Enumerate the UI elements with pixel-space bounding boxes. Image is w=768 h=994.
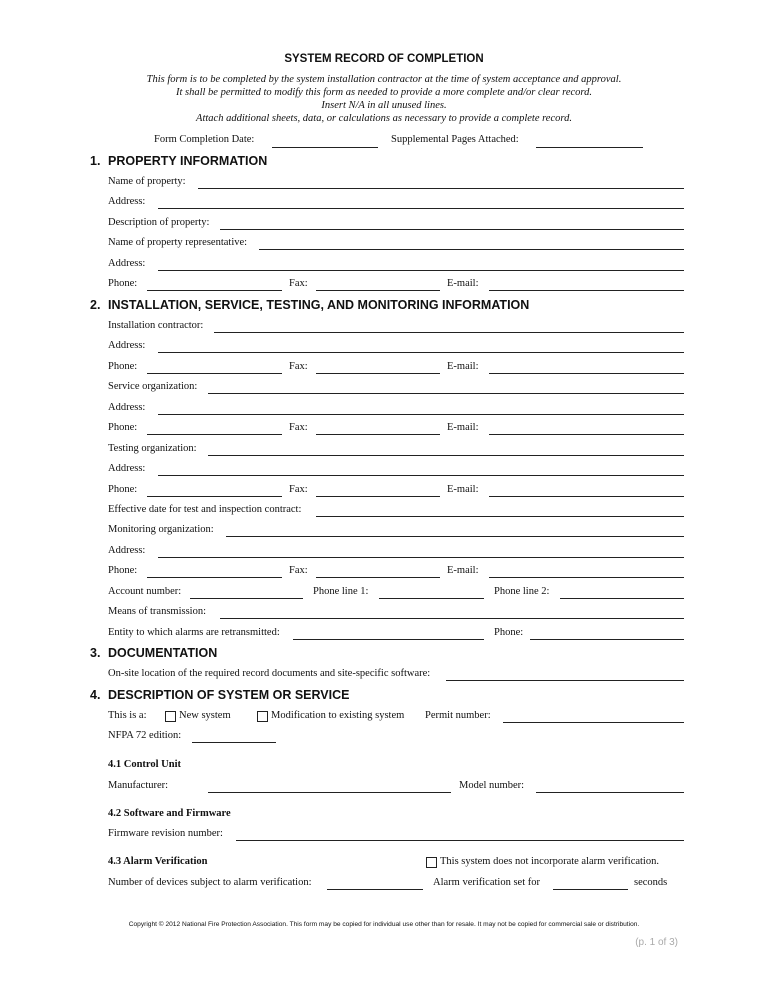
testing-email-label: E-mail: [447,484,479,495]
onsite-location-field[interactable] [446,680,684,681]
section-4-title: DESCRIPTION OF SYSTEM OR SERVICE [108,688,350,702]
supplemental-pages-field[interactable] [536,147,643,148]
nfpa-edition-label: NFPA 72 edition: [108,730,182,741]
section-1-title: PROPERTY INFORMATION [108,154,268,168]
property-email-label: E-mail: [447,278,479,289]
form-title: SYSTEM RECORD OF COMPLETION [284,53,484,65]
testing-fax-field[interactable] [316,496,440,497]
model-number-label: Model number: [459,780,525,791]
modification-checkbox[interactable] [257,711,268,722]
monitoring-email-label: E-mail: [447,565,479,576]
property-representative-label: Name of property representative: [108,237,248,248]
installation-contractor-label: Installation contractor: [108,320,204,331]
phone-line-1-label: Phone line 1: [313,586,369,597]
service-organization-field[interactable] [208,393,684,394]
account-number-field[interactable] [190,598,303,599]
installation-phone-field[interactable] [147,373,282,374]
verification-seconds-field[interactable] [553,889,628,890]
new-system-checkbox[interactable] [165,711,176,722]
installation-phone-label: Phone: [108,361,138,372]
monitoring-address-label: Address: [108,545,146,556]
property-fax-label: Fax: [289,278,308,289]
model-number-field[interactable] [536,792,684,793]
service-organization-label: Service organization: [108,381,198,392]
testing-address-field[interactable] [158,475,684,476]
control-unit-heading: 4.1 Control Unit [108,759,182,770]
modification-label: Modification to existing system [271,710,405,721]
manufacturer-field[interactable] [208,792,451,793]
service-email-label: E-mail: [447,422,479,433]
permit-number-label: Permit number: [425,710,491,721]
no-alarm-verification-checkbox[interactable] [426,857,437,868]
intro-line-2: It shall be permitted to modify this form as needed to provide a more complete and/or clear record. [175,87,593,98]
devices-subject-label: Number of devices subject to alarm verification: [108,877,312,888]
means-of-transmission-label: Means of transmission: [108,606,206,617]
effective-date-label: Effective date for test and inspection contract: [108,504,302,515]
property-description-label: Description of property: [108,217,210,228]
entity-phone-label: Phone: [494,627,524,638]
monitoring-email-field[interactable] [489,577,684,578]
copyright-notice: Copyright © 2012 National Fire Protection Association. This form may be copied for individual use other than for resale. It may not be copied for commercial sale or distribution. [128,921,640,928]
service-fax-label: Fax: [289,422,308,433]
installation-address-label: Address: [108,340,146,351]
entity-retransmitted-field[interactable] [293,639,484,640]
installation-fax-field[interactable] [316,373,440,374]
means-of-transmission-field[interactable] [220,618,684,619]
property-email-field[interactable] [489,290,684,291]
monitoring-fax-field[interactable] [316,577,440,578]
representative-address-label: Address: [108,258,146,269]
devices-subject-field[interactable] [327,889,423,890]
name-of-property-field[interactable] [198,188,684,189]
no-alarm-verification-label: This system does not incorporate alarm verification. [440,856,659,867]
installation-address-field[interactable] [158,352,684,353]
software-firmware-heading: 4.2 Software and Firmware [108,808,231,819]
intro-line-1: This form is to be completed by the system installation contractor at the time of system acceptance and approval. [146,74,622,85]
monitoring-organization-field[interactable] [226,536,684,537]
installation-fax-label: Fax: [289,361,308,372]
testing-address-label: Address: [108,463,146,474]
new-system-label: New system [179,710,231,721]
service-email-field[interactable] [489,434,684,435]
supplemental-pages-label: Supplemental Pages Attached: [391,134,519,145]
phone-line-1-field[interactable] [379,598,484,599]
this-is-a-label: This is a: [108,710,147,721]
page-number: (p. 1 of 3) [635,937,678,948]
section-1-number: 1. [90,154,101,168]
firmware-revision-field[interactable] [236,840,684,841]
firmware-revision-label: Firmware revision number: [108,828,223,839]
section-2-title: INSTALLATION, SERVICE, TESTING, AND MONITORING INFORMATION [108,298,530,312]
installation-contractor-field[interactable] [214,332,684,333]
account-number-label: Account number: [108,586,182,597]
intro-line-4: Attach additional sheets, data, or calculations as necessary to provide a complete record. [196,113,572,124]
monitoring-fax-label: Fax: [289,565,308,576]
permit-number-field[interactable] [503,722,684,723]
property-description-field[interactable] [220,229,684,230]
service-phone-field[interactable] [147,434,282,435]
property-phone-label: Phone: [108,278,138,289]
service-address-label: Address: [108,402,146,413]
service-fax-field[interactable] [316,434,440,435]
testing-email-field[interactable] [489,496,684,497]
completion-date-label: Form Completion Date: [154,134,255,145]
completion-date-field[interactable] [272,147,378,148]
monitoring-organization-label: Monitoring organization: [108,524,214,535]
property-address-label: Address: [108,196,146,207]
section-3-number: 3. [90,646,101,660]
property-fax-field[interactable] [316,290,440,291]
verification-set-for-label: Alarm verification set for [433,877,540,888]
entity-retransmitted-label: Entity to which alarms are retransmitted: [108,627,280,638]
property-address-field[interactable] [158,208,684,209]
property-phone-field[interactable] [147,290,282,291]
service-address-field[interactable] [158,414,684,415]
seconds-label: seconds [634,877,668,888]
section-3-title: DOCUMENTATION [108,646,218,660]
manufacturer-label: Manufacturer: [108,780,169,791]
phone-line-2-field[interactable] [560,598,684,599]
service-phone-label: Phone: [108,422,138,433]
testing-organization-label: Testing organization: [108,443,197,454]
section-4-number: 4. [90,688,101,702]
alarm-verification-heading: 4.3 Alarm Verification [108,856,208,867]
property-representative-field[interactable] [259,249,684,250]
section-2-number: 2. [90,298,101,312]
representative-address-field[interactable] [158,270,684,271]
testing-fax-label: Fax: [289,484,308,495]
entity-phone-field[interactable] [530,639,684,640]
onsite-location-label: On-site location of the required record documents and site-specific software: [108,668,431,679]
monitoring-phone-label: Phone: [108,565,138,576]
installation-email-label: E-mail: [447,361,479,372]
nfpa-edition-field[interactable] [192,742,276,743]
testing-phone-label: Phone: [108,484,138,495]
testing-phone-field[interactable] [147,496,282,497]
effective-date-field[interactable] [316,516,684,517]
monitoring-phone-field[interactable] [147,577,282,578]
intro-line-3: Insert N/A in all unused lines. [321,100,447,111]
installation-email-field[interactable] [489,373,684,374]
name-of-property-label: Name of property: [108,176,186,187]
testing-organization-field[interactable] [208,455,684,456]
monitoring-address-field[interactable] [158,557,684,558]
phone-line-2-label: Phone line 2: [494,586,550,597]
